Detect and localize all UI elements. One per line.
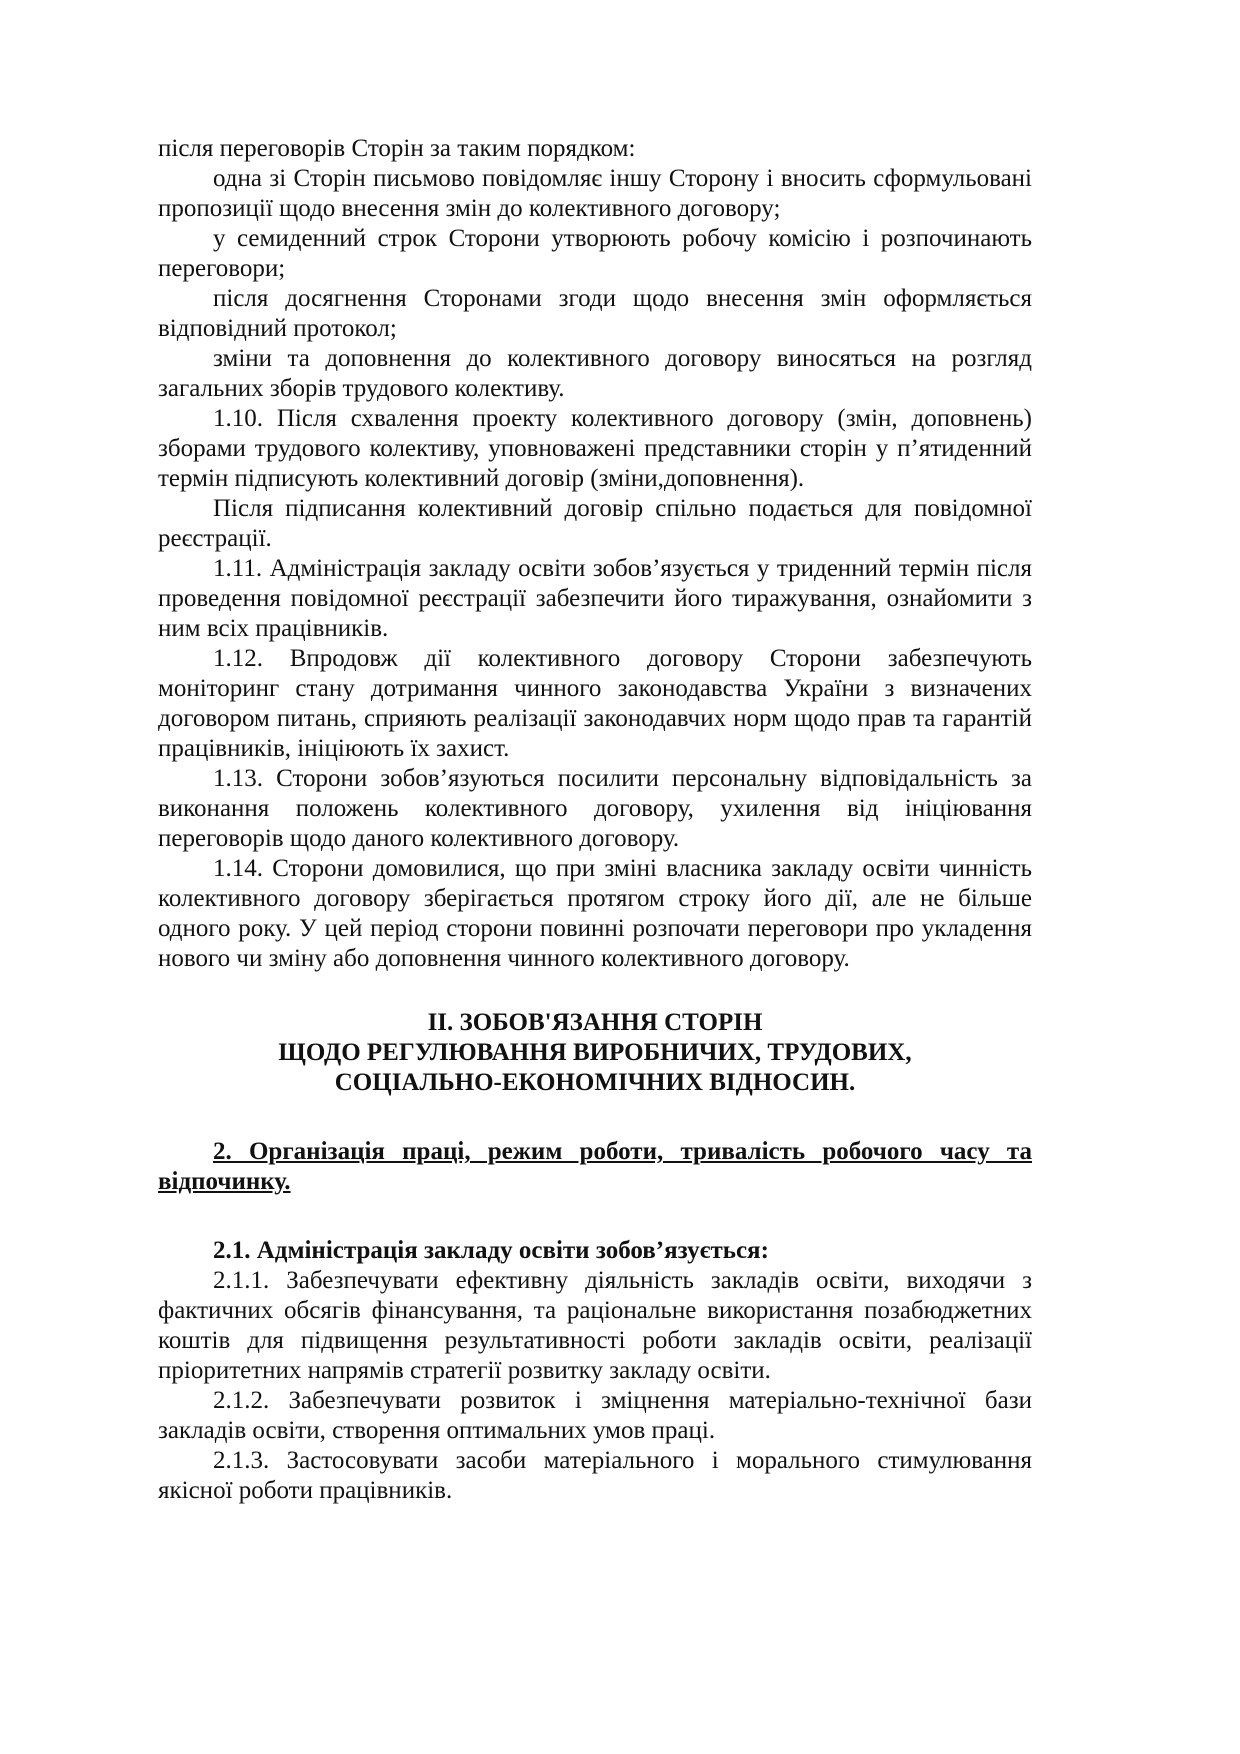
- paragraph-2-1-3: 2.1.3. Застосовувати засоби матеріального і морального стимулювання якісної роботи працівників.: [158, 1447, 1032, 1504]
- paragraph: одна зі Сторін письмово повідомляє іншу Сторону і вносить сформульовані пропозиції щодо внесення змін до колективного договору;: [158, 165, 1032, 222]
- clause-block: [158, 1236, 1032, 1506]
- paragraph: після досягнення Сторонами згоди щодо внесення змін оформляється відповідний протокол;: [158, 285, 1032, 342]
- paragraph-1-12: 1.12. Впродовж дії колективного договору Сторони забезпечують моніторинг стану дотримання чинного законодавства України з визначених договором питань, сприяють реалізації законодавчих норм щодо прав та гарантій працівників, ініціюють їх захист.: [158, 645, 1032, 762]
- paragraph-1-14: 1.14. Сторони домовилися, що при зміні власника закладу освіти чинність колективного договору зберігається протягом строку його дії, але не більше одного року. У цей період сторони повинні розпочати переговори про укладення нового чи зміну або доповнення чинного колективного договору.: [158, 855, 1032, 972]
- paragraph-2-1-2: 2.1.2. Забезпечувати розвиток і зміцнення матеріально-технічної бази закладів освіти, створення оптимальних умов праці.: [158, 1387, 1032, 1444]
- paragraphs-part1: [158, 134, 1032, 974]
- paragraph: Після підписання колективний договір спільно подається для повідомної реєстрації.: [158, 495, 1032, 552]
- section-heading-line: ЩОДО РЕГУЛЮВАННЯ ВИРОБНИЧИХ, ТРУДОВИХ,: [278, 1039, 912, 1066]
- section-heading: [158, 1008, 1032, 1098]
- paragraph: у семиденний строк Сторони утворюють робочу комісію і розпочинають переговори;: [158, 225, 1032, 282]
- subsection-title: 2. Організація праці, режим роботи, тривалість робочого часу та відпочинку.: [158, 1138, 1032, 1195]
- section-heading-line: ІІ. ЗОБОВ'ЯЗАННЯ СТОРІН: [427, 1009, 763, 1036]
- paragraph-1-13: 1.13. Сторони зобов’язуються посилити персональну відповідальність за виконання положень колективного договору, ухилення від ініціювання переговорів щодо даного колективного договору.: [158, 765, 1032, 852]
- paragraph-1-10: 1.10. Після схвалення проекту колективного договору (змін, доповнень) зборами трудового колективу, уповноважені представники сторін у п’ятиденний термін підписують колективний договір (зміни,доповнення).: [158, 405, 1032, 492]
- subsection-title-block: [158, 1137, 1032, 1197]
- clause-title: 2.1. Адміністрація закладу освіти зобов’язується:: [213, 1237, 769, 1264]
- paragraph-2-1-1: 2.1.1. Забезпечувати ефективну діяльність закладів освіти, виходячи з фактичних обсягів фінансування, та раціональне використання позабюджетних коштів для підвищення результативності роботи закладів освіти, реалізації пріоритетних напрямів стратегії розвитку закладу освіти.: [158, 1267, 1032, 1384]
- paragraph-1-11: 1.11. Адміністрація закладу освіти зобов’язується у триденний термін після проведення повідомної реєстрації забезпечити його тиражування, ознайомити з ним всіх працівників.: [158, 555, 1032, 642]
- paragraph: після переговорів Сторін за таким порядком:: [158, 135, 636, 162]
- paragraph: зміни та доповнення до колективного договору виносяться на розгляд загальних зборів трудового колективу.: [158, 345, 1032, 402]
- document-page: [158, 134, 1032, 1506]
- section-heading-line: СОЦІАЛЬНО-ЕКОНОМІЧНИХ ВІДНОСИН.: [334, 1069, 856, 1096]
